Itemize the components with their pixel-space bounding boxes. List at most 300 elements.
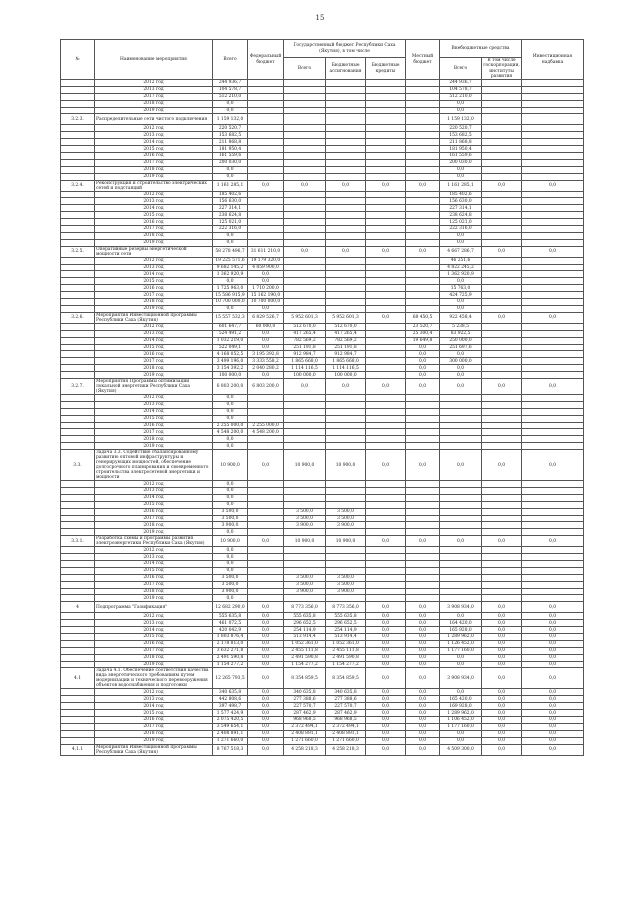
cell-local: 68 450,5	[406, 312, 440, 323]
cell-federal	[248, 394, 284, 401]
cell-local: 0,0	[406, 634, 440, 641]
cell-federal: 0,0	[248, 602, 284, 613]
cell-state-credit	[366, 560, 406, 567]
cell-no	[61, 567, 95, 574]
cell-extra-state: 0,0	[482, 703, 522, 710]
cell-total: 1 159 132,0	[213, 114, 248, 125]
cell-local	[406, 422, 440, 429]
cell-extra-state	[482, 515, 522, 522]
cell-local	[406, 508, 440, 515]
cell-no	[61, 481, 95, 488]
cell-state-credit	[366, 581, 406, 588]
cell-total: 156 630,0	[213, 198, 248, 205]
table-row	[61, 166, 584, 173]
cell-total: 12 265 793,5	[213, 668, 248, 689]
cell-total: 2 408 891,1	[213, 730, 248, 737]
cell-state-budget	[326, 547, 366, 554]
cell-invest	[522, 515, 584, 522]
cell-federal: 1 710 200,0	[248, 285, 284, 292]
cell-extra-state	[482, 205, 522, 212]
cell-total: 0,0	[213, 567, 248, 574]
cell-state-credit	[366, 487, 406, 494]
table-row	[61, 602, 584, 613]
cell-state-total	[284, 494, 326, 501]
cell-total: 0,0	[213, 487, 248, 494]
cell-extra-total	[440, 574, 482, 581]
cell-state-total: 417 265,4	[284, 330, 326, 337]
cell-name: 2015 год	[95, 710, 213, 717]
cell-state-total: 251 191,8	[284, 344, 326, 351]
cell-extra-state	[482, 219, 522, 226]
cell-state-credit: 0,0	[366, 730, 406, 737]
table-row	[61, 394, 584, 401]
cell-extra-state: 0,0	[482, 717, 522, 724]
cell-no	[61, 730, 95, 737]
cell-federal: 0,0	[248, 710, 284, 717]
cell-federal	[248, 529, 284, 536]
cell-federal: 0,0	[248, 730, 284, 737]
cell-no	[61, 710, 95, 717]
cell-extra-state	[482, 166, 522, 173]
cell-total: 3 900,0	[213, 522, 248, 529]
cell-federal	[248, 146, 284, 153]
cell-invest	[522, 494, 584, 501]
cell-invest	[522, 257, 584, 264]
table-row	[61, 212, 584, 219]
cell-state-credit	[366, 232, 406, 239]
cell-name: 2012 год	[95, 80, 213, 87]
cell-no	[61, 139, 95, 146]
cell-name: 2018 год	[95, 299, 213, 306]
cell-no: 4.1	[61, 668, 95, 689]
cell-extra-total	[440, 415, 482, 422]
cell-total: 0,0	[213, 278, 248, 285]
cell-total: 0,0	[213, 443, 248, 450]
cell-invest	[522, 125, 584, 132]
table-row	[61, 226, 584, 233]
table-row	[61, 312, 584, 323]
cell-federal	[248, 547, 284, 554]
cell-state-budget	[326, 429, 366, 436]
cell-state-total: 227 570,7	[284, 703, 326, 710]
table-row	[61, 292, 584, 299]
cell-no	[61, 627, 95, 634]
cell-federal: 0,0	[248, 627, 284, 634]
header-name: Наименование мероприятия	[95, 40, 213, 80]
cell-federal	[248, 212, 284, 219]
cell-state-budget	[326, 226, 366, 233]
cell-state-total	[284, 481, 326, 488]
cell-local	[406, 567, 440, 574]
cell-extra-state	[482, 191, 522, 198]
cell-extra-total: 3 908 934,0	[440, 602, 482, 613]
cell-state-total: 1 865 668,0	[284, 358, 326, 365]
cell-total: 15 586 915,9	[213, 292, 248, 299]
cell-extra-total: 1 289 962,0	[440, 710, 482, 717]
cell-local: 0,0	[406, 627, 440, 634]
cell-no	[61, 107, 95, 114]
cell-state-total	[284, 305, 326, 312]
cell-no	[61, 337, 95, 344]
cell-extra-total: 0,0	[440, 372, 482, 379]
cell-extra-state	[482, 560, 522, 567]
cell-state-budget	[326, 146, 366, 153]
cell-local	[406, 232, 440, 239]
cell-local	[406, 394, 440, 401]
cell-state-budget	[326, 436, 366, 443]
cell-name: 2012 год	[95, 689, 213, 696]
cell-total: 238 624,8	[213, 212, 248, 219]
table-row	[61, 246, 584, 257]
cell-state-credit	[366, 588, 406, 595]
cell-state-credit: 0,0	[366, 640, 406, 647]
cell-invest	[522, 80, 584, 87]
cell-name: 2015 год	[95, 212, 213, 219]
cell-extra-state: 0,0	[482, 710, 522, 717]
cell-extra-total: 165 420,0	[440, 696, 482, 703]
cell-extra-total: 200 030,0	[440, 159, 482, 166]
cell-extra-total	[440, 481, 482, 488]
cell-extra-state	[482, 232, 522, 239]
cell-federal: 2 040 280,2	[248, 365, 284, 372]
cell-local	[406, 239, 440, 246]
cell-state-credit	[366, 305, 406, 312]
table-row	[61, 501, 584, 508]
cell-name: Задача 4.1. Обеспечение соответствия качества вида энергетического требованиям путем модернизации и технического перевооружения объектов водоснабжения и подготовки	[95, 668, 213, 689]
table-row	[61, 634, 584, 641]
table-row	[61, 114, 584, 125]
cell-local	[406, 132, 440, 139]
header-extra-total: Всего	[440, 58, 482, 80]
cell-total: 3 500,0	[213, 574, 248, 581]
cell-federal	[248, 560, 284, 567]
cell-total: 0,0	[213, 100, 248, 107]
cell-extra-total: 244 936,7	[440, 80, 482, 87]
cell-name: 2017 год	[95, 358, 213, 365]
cell-extra-total: 169 928,0	[440, 703, 482, 710]
cell-local: 23 520,7	[406, 323, 440, 330]
table-row	[61, 191, 584, 198]
cell-invest	[522, 100, 584, 107]
cell-state-credit	[366, 595, 406, 602]
cell-local	[406, 401, 440, 408]
cell-total: 3 632 271,8	[213, 647, 248, 654]
cell-extra-total: 300 000,0	[440, 358, 482, 365]
cell-total: 185 402,6	[213, 191, 248, 198]
cell-extra-state	[482, 365, 522, 372]
header-state-budget: Бюджетные ассигнования	[326, 58, 366, 80]
cell-state-total	[284, 146, 326, 153]
cell-extra-total: 251 697,6	[440, 344, 482, 351]
cell-state-credit	[366, 351, 406, 358]
cell-total: 0,0	[213, 501, 248, 508]
cell-extra-state	[482, 547, 522, 554]
cell-extra-total: 3 908 934,0	[440, 668, 482, 689]
cell-state-total	[284, 159, 326, 166]
table-row	[61, 378, 584, 394]
cell-local: 0,0	[406, 696, 440, 703]
cell-extra-total	[440, 547, 482, 554]
cell-state-total: 0,0	[284, 180, 326, 191]
cell-state-credit	[366, 285, 406, 292]
cell-extra-state	[482, 522, 522, 529]
cell-state-credit	[366, 173, 406, 180]
table-row	[61, 668, 584, 689]
cell-local	[406, 191, 440, 198]
cell-extra-total: 0,0	[440, 536, 482, 547]
cell-name: 2019 год	[95, 661, 213, 668]
cell-extra-total	[440, 560, 482, 567]
cell-extra-total: 1 362 920,9	[440, 271, 482, 278]
cell-state-total	[284, 422, 326, 429]
cell-name: 2016 год	[95, 508, 213, 515]
cell-invest: 0,0	[522, 627, 584, 634]
cell-state-credit: 0,0	[366, 312, 406, 323]
table-row	[61, 703, 584, 710]
cell-invest	[522, 198, 584, 205]
cell-state-credit: 0,0	[366, 723, 406, 730]
cell-federal	[248, 408, 284, 415]
table-row	[61, 737, 584, 744]
cell-total: 0,0	[213, 408, 248, 415]
cell-no	[61, 640, 95, 647]
cell-invest	[522, 436, 584, 443]
cell-extra-total: 0,0	[440, 737, 482, 744]
cell-federal	[248, 515, 284, 522]
cell-extra-total: 922 458,4	[440, 312, 482, 323]
cell-name: Мероприятия Инвестиционной программы Республики Саха (Якутия)	[95, 744, 213, 755]
cell-federal: 0,0	[248, 689, 284, 696]
cell-extra-state: 0,0	[482, 602, 522, 613]
cell-invest: 0,0	[522, 744, 584, 755]
cell-total: 0,0	[213, 239, 248, 246]
cell-invest	[522, 132, 584, 139]
cell-state-credit	[366, 494, 406, 501]
cell-local	[406, 146, 440, 153]
table-row	[61, 285, 584, 292]
cell-extra-total: 0,0	[440, 689, 482, 696]
cell-local	[406, 93, 440, 100]
cell-extra-total: 4 509 300,0	[440, 744, 482, 755]
cell-local	[406, 166, 440, 173]
cell-invest: 0,0	[522, 661, 584, 668]
table-row	[61, 372, 584, 379]
cell-total: 3 500,0	[213, 508, 248, 515]
cell-extra-state	[482, 239, 522, 246]
cell-extra-state	[482, 481, 522, 488]
cell-local: 0,0	[406, 710, 440, 717]
cell-total: 0,0	[213, 560, 248, 567]
cell-state-budget	[326, 257, 366, 264]
cell-no	[61, 547, 95, 554]
cell-federal: 0,0	[248, 305, 284, 312]
cell-extra-state: 0,0	[482, 737, 522, 744]
cell-local	[406, 125, 440, 132]
cell-name: 2015 год	[95, 415, 213, 422]
cell-extra-total: 0,0	[440, 305, 482, 312]
cell-invest	[522, 166, 584, 173]
cell-invest: 0,0	[522, 737, 584, 744]
table-row	[61, 554, 584, 561]
cell-name: 2015 год	[95, 344, 213, 351]
cell-extra-state	[482, 351, 522, 358]
cell-extra-total: 164 420,0	[440, 620, 482, 627]
cell-no	[61, 554, 95, 561]
header-total: Всего	[213, 40, 248, 80]
cell-state-budget	[326, 305, 366, 312]
cell-state-budget	[326, 292, 366, 299]
cell-invest: 0,0	[522, 180, 584, 191]
cell-invest	[522, 159, 584, 166]
cell-total: 1 362 920,9	[213, 271, 248, 278]
cell-state-total: 513 914,4	[284, 634, 326, 641]
cell-invest	[522, 422, 584, 429]
table-header	[61, 40, 584, 80]
cell-state-credit	[366, 529, 406, 536]
cell-extra-total: 1 177 160,0	[440, 647, 482, 654]
cell-extra-total: 0,0	[440, 100, 482, 107]
cell-name: 2016 год	[95, 574, 213, 581]
cell-extra-total: 238 624,8	[440, 212, 482, 219]
cell-no	[61, 574, 95, 581]
cell-federal	[248, 494, 284, 501]
cell-federal: 0,0	[248, 450, 284, 481]
cell-invest	[522, 522, 584, 529]
cell-state-credit	[366, 344, 406, 351]
cell-name: 2013 год	[95, 198, 213, 205]
table-row	[61, 330, 584, 337]
cell-name: 2019 год	[95, 737, 213, 744]
cell-name: 2014 год	[95, 337, 213, 344]
cell-extra-total	[440, 408, 482, 415]
cell-state-budget: 5 952 601,3	[326, 312, 366, 323]
cell-extra-state	[482, 114, 522, 125]
cell-federal: 0,0	[248, 620, 284, 627]
table-row	[61, 86, 584, 93]
cell-state-credit	[366, 205, 406, 212]
cell-state-credit	[366, 554, 406, 561]
cell-local	[406, 588, 440, 595]
cell-state-budget: 0,0	[326, 246, 366, 257]
cell-invest	[522, 285, 584, 292]
cell-name: 2012 год	[95, 191, 213, 198]
cell-no	[61, 330, 95, 337]
cell-federal: 0,0	[248, 737, 284, 744]
cell-no	[61, 529, 95, 536]
cell-state-budget	[326, 125, 366, 132]
cell-federal: 15 162 190,0	[248, 292, 284, 299]
cell-extra-total	[440, 588, 482, 595]
cell-state-total: 2 491 590,8	[284, 654, 326, 661]
cell-no	[61, 737, 95, 744]
cell-name: 2019 год	[95, 173, 213, 180]
cell-invest: 0,0	[522, 723, 584, 730]
cell-name: 2017 год	[95, 429, 213, 436]
cell-federal: 0,0	[248, 271, 284, 278]
cell-state-total: 10 900,0	[284, 536, 326, 547]
cell-no: 3.2.7.	[61, 378, 95, 394]
cell-state-total	[284, 394, 326, 401]
cell-no	[61, 522, 95, 529]
cell-extra-state	[482, 100, 522, 107]
cell-state-budget: 227 570,7	[326, 703, 366, 710]
cell-name: Задача 3.3. Содействие сбалансированному развитию оптовой инфраструктуры и генерирующих мощностей, обеспечение долгосрочного планирования и своевременного строительства электросетевой энергетики и мощности	[95, 450, 213, 481]
cell-federal: 0,0	[248, 337, 284, 344]
cell-total: 2 491 590,8	[213, 654, 248, 661]
cell-state-credit	[366, 86, 406, 93]
cell-extra-state	[482, 408, 522, 415]
cell-local: 25 300,4	[406, 330, 440, 337]
cell-invest	[522, 401, 584, 408]
cell-name: Подпрограмма "Газификация"	[95, 602, 213, 613]
cell-local	[406, 114, 440, 125]
cell-federal	[248, 443, 284, 450]
cell-no	[61, 560, 95, 567]
cell-state-budget: 254 114,9	[326, 627, 366, 634]
table-row	[61, 574, 584, 581]
table-row	[61, 481, 584, 488]
cell-total: 0,0	[213, 595, 248, 602]
cell-extra-state: 0,0	[482, 654, 522, 661]
cell-extra-total	[440, 401, 482, 408]
table-row	[61, 408, 584, 415]
cell-state-budget: 3 500,0	[326, 581, 366, 588]
table-row	[61, 159, 584, 166]
cell-no: 3.3.	[61, 450, 95, 481]
cell-state-total	[284, 264, 326, 271]
cell-state-budget: 340 635,8	[326, 689, 366, 696]
cell-state-credit	[366, 257, 406, 264]
cell-name: 2018 год	[95, 365, 213, 372]
cell-no	[61, 372, 95, 379]
cell-no	[61, 494, 95, 501]
cell-local: 0,0	[406, 744, 440, 755]
cell-name: 2014 год	[95, 139, 213, 146]
cell-extra-total: 83 922,5	[440, 330, 482, 337]
cell-extra-total: 165 928,0	[440, 627, 482, 634]
cell-invest	[522, 581, 584, 588]
cell-extra-state	[482, 159, 522, 166]
cell-name: 2012 год	[95, 323, 213, 330]
cell-total: 125 021,0	[213, 219, 248, 226]
cell-extra-total	[440, 429, 482, 436]
cell-total: 19 225 571,6	[213, 257, 248, 264]
cell-state-total	[284, 173, 326, 180]
table-row	[61, 536, 584, 547]
cell-extra-state	[482, 330, 522, 337]
cell-state-credit	[366, 239, 406, 246]
cell-state-total	[284, 443, 326, 450]
cell-extra-total	[440, 443, 482, 450]
table-row	[61, 198, 584, 205]
cell-state-total	[284, 415, 326, 422]
cell-no	[61, 436, 95, 443]
cell-name: 2019 год	[95, 595, 213, 602]
cell-total: 10 700 000,0	[213, 299, 248, 306]
cell-state-credit	[366, 271, 406, 278]
cell-invest: 0,0	[522, 246, 584, 257]
table-row	[61, 547, 584, 554]
cell-extra-state: 0,0	[482, 640, 522, 647]
cell-no	[61, 93, 95, 100]
cell-extra-total: 153 682,5	[440, 132, 482, 139]
cell-no	[61, 408, 95, 415]
budget-table-container	[60, 39, 583, 756]
cell-federal	[248, 100, 284, 107]
cell-state-credit	[366, 436, 406, 443]
cell-name: 2015 год	[95, 146, 213, 153]
cell-invest	[522, 415, 584, 422]
